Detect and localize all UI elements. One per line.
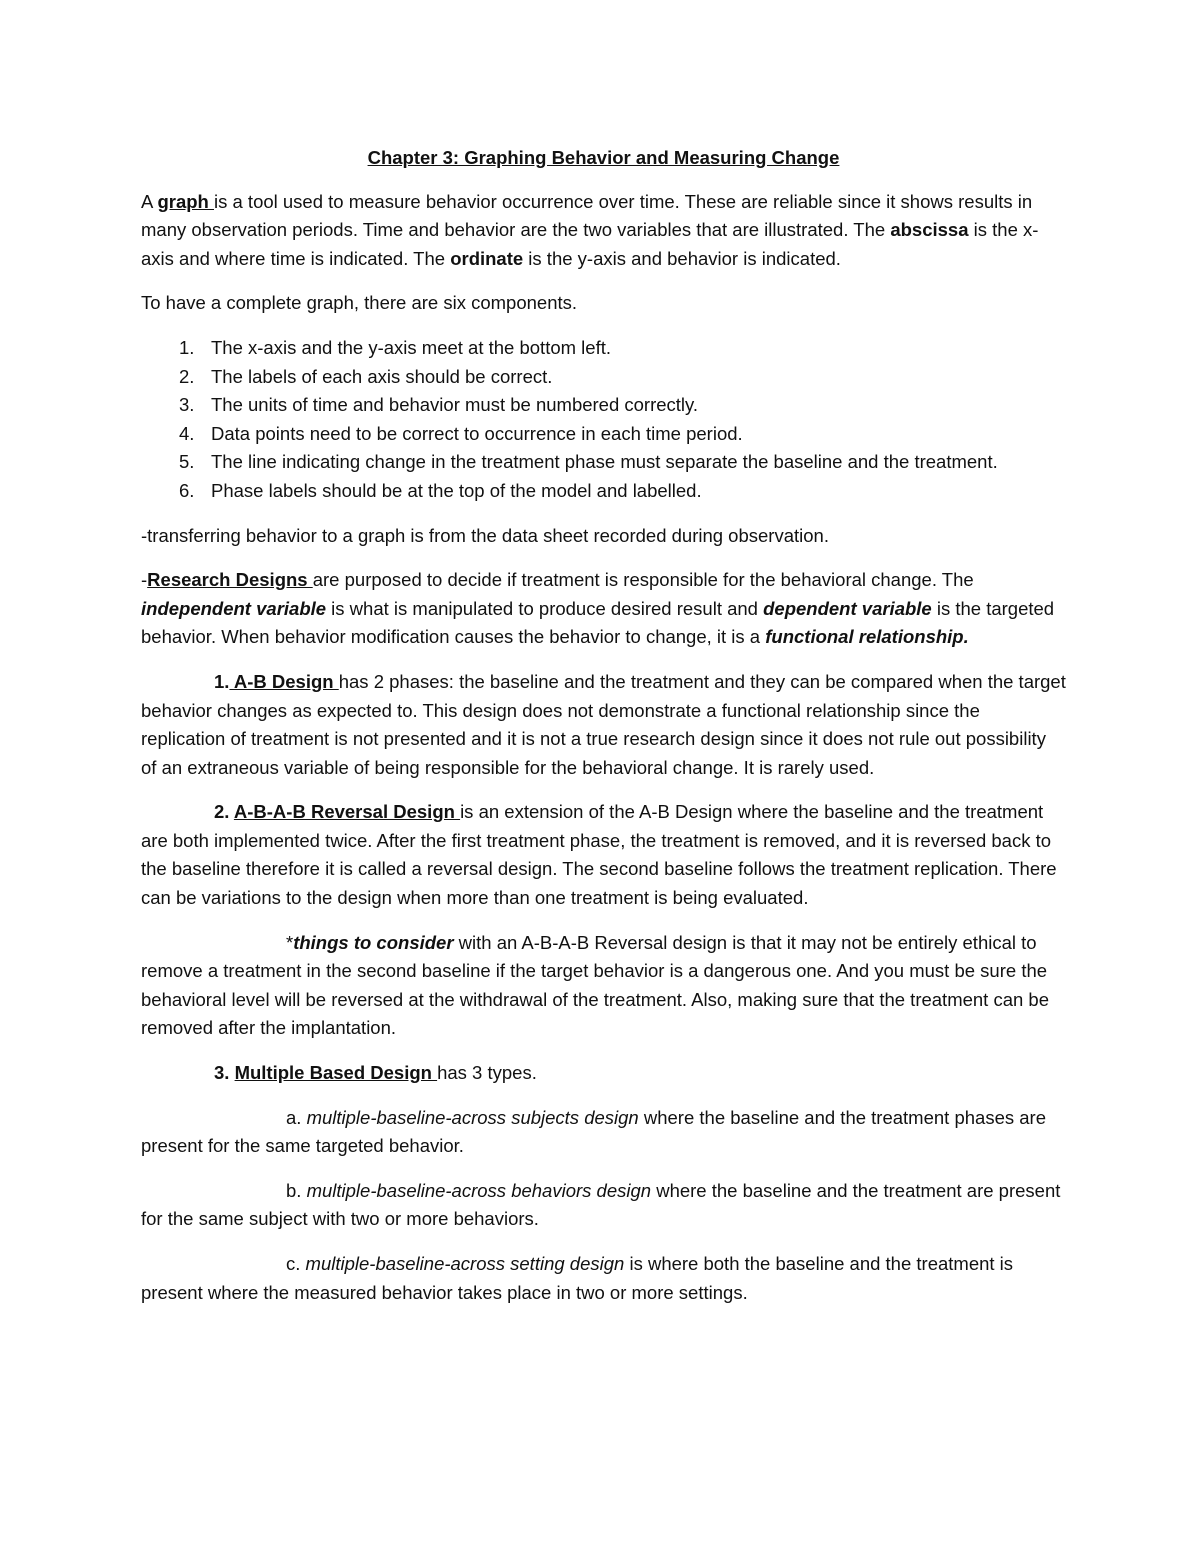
list-number: 6. <box>179 479 195 501</box>
section-number: 2. <box>214 801 234 823</box>
intro-text: is a tool used to measure behavior occurrence over time. These are reliable since it shows results in many observation periods. Time and behavior are the two variables that are illustrated. The <box>141 190 1033 241</box>
consider-paragraph <box>141 929 1066 1043</box>
term-type-b: multiple-baseline-across behaviors design <box>306 1179 652 1201</box>
list-number: 3. <box>179 394 195 416</box>
type-label: c. <box>286 1253 306 1274</box>
list-text: The labels of each axis should be correct. <box>211 365 553 387</box>
consider-text: with an A-B-A-B Reversal design is that it may not be entirely ethical to remove a treatment in the second baseline if the target behavior is a dangerous one. And you must be sure the behavioral level will be reversed at the withdrawal of the treatment. Also, making sure that the treatment can be removed after the implantation. <box>141 931 1050 1039</box>
term-multiple-based-design: Multiple Based Design <box>234 1062 438 1084</box>
list-text: The units of time and behavior must be numbered correctly. <box>211 394 699 416</box>
list-number: 1. <box>179 336 195 358</box>
section-number: 1. <box>214 670 230 692</box>
multiple-design-text: has 3 types. <box>437 1062 537 1084</box>
section-number: 3. <box>214 1062 235 1084</box>
intro-paragraph <box>141 188 1066 274</box>
multiple-design-paragraph <box>141 1059 1066 1088</box>
type-c-paragraph <box>141 1250 1066 1307</box>
list-item <box>141 391 1066 420</box>
type-label: b. <box>286 1179 307 1201</box>
intro-text: is the x-axis and where time is indicated. The <box>141 219 1039 269</box>
list-item <box>141 363 1066 392</box>
list-number: 4. <box>179 422 195 444</box>
research-paragraph <box>141 566 1066 652</box>
ab-design-text: has 2 phases: the baseline and the treatment and they can be compared when the target behavior changes as expected to. This design does not demonstrate a functional relationship since the replication of treatment is not presented and it is not a true research design since it does not rule out possibility of an extraneous variable of being responsible for the behavioral change. It is rarely used. <box>141 670 1066 778</box>
list-item <box>141 448 1066 477</box>
research-text: are purposed to decide if treatment is responsible for the behavioral change. The <box>312 569 974 591</box>
list-text: Data points need to be correct to occurrence in each time period. <box>211 422 743 444</box>
list-number: 5. <box>179 451 195 473</box>
type-a-paragraph <box>141 1104 1066 1161</box>
term-independent-variable: independent variable <box>141 597 327 619</box>
type-text: where the baseline and the treatment are present for the same subject with two or more behaviors. <box>141 1179 1061 1230</box>
list-text: The line indicating change in the treatment phase must separate the baseline and the treatment. <box>211 451 998 473</box>
type-b-paragraph <box>141 1177 1066 1234</box>
research-text: is the targeted behavior. When behavior modification causes the behavior to change, it is a <box>141 597 1055 648</box>
abab-design-text: After the first treatment phase, the treatment is removed, and it is reversed back to the baseline therefore it is called a reversal design. The second baseline follows the treatment replication. There can be variations to the design when more than one treatment is being evaluated. <box>141 829 1057 909</box>
term-ab-design: A-B Design <box>229 670 339 692</box>
components-list <box>141 334 1066 506</box>
dash: - <box>141 569 148 591</box>
term-graph: graph <box>157 190 214 212</box>
term-dependent-variable: dependent variable <box>763 597 932 619</box>
list-text: The x-axis and the y-axis meet at the bottom left. <box>211 336 611 358</box>
type-text: is where both the baseline and the treatment is present where the measured behavior takes place in two or more settings. <box>141 1253 1014 1303</box>
type-text: where the baseline and the treatment phases are present for the same targeted behavior. <box>141 1106 1046 1157</box>
asterisk: * <box>286 931 294 953</box>
intro-text: is the y-axis and behavior is indicated. <box>523 247 841 269</box>
page-title: Chapter 3: Graphing Behavior and Measuring Change <box>367 147 840 168</box>
list-number: 2. <box>179 365 195 387</box>
components-intro: To have a complete graph, there are six components. <box>141 292 578 314</box>
ab-design-paragraph <box>141 668 1066 782</box>
list-item <box>141 420 1066 449</box>
term-things-to-consider: things to consider <box>293 931 454 953</box>
abab-design-paragraph <box>141 798 1066 912</box>
list-item <box>141 477 1066 506</box>
term-abscissa: abscissa <box>890 219 969 241</box>
list-item <box>141 334 1066 363</box>
term-functional-relationship: functional relationship. <box>765 626 969 648</box>
term-ordinate: ordinate <box>450 247 524 269</box>
term-abab-design: A-B-A-B Reversal Design <box>233 801 461 823</box>
research-text: is what is manipulated to produce desired result and <box>326 597 764 619</box>
term-type-c: multiple-baseline-across setting design <box>305 1253 625 1274</box>
abab-design-text: is an extension of the A-B Design where the baseline and the treatment are both implemented twice. <box>141 801 1044 851</box>
intro-text: A <box>141 190 158 212</box>
transfer-paragraph: -transferring behavior to a graph is from the data sheet recorded during observation. <box>141 524 829 546</box>
type-label: a. <box>286 1106 307 1128</box>
term-research-designs: Research Designs <box>147 569 313 591</box>
term-type-a: multiple-baseline-across subjects design <box>306 1106 639 1128</box>
list-text: Phase labels should be at the top of the model and labelled. <box>211 479 702 501</box>
document-body <box>141 144 1066 1307</box>
